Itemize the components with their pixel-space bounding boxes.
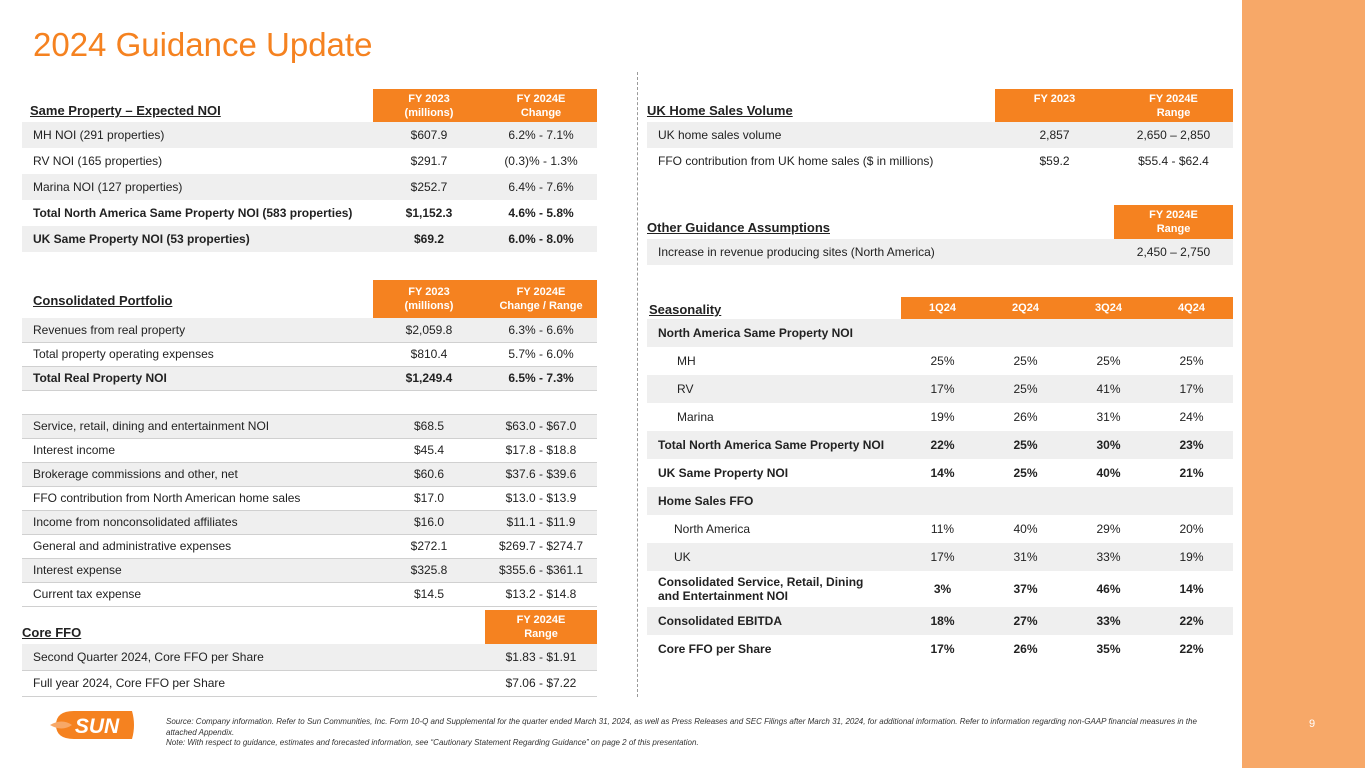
row-value: 17% [1150, 375, 1233, 403]
same-property-table [22, 89, 597, 252]
table-row [22, 558, 597, 582]
row-label: UK Same Property NOI (53 properties) [22, 226, 373, 252]
seasonality-col-3q24: 3Q24 [1067, 297, 1150, 319]
right-accent-band [1242, 0, 1365, 768]
row-value: $63.0 - $67.0 [485, 414, 597, 438]
table-row [22, 226, 597, 252]
core-ffo-title: Core FFO [22, 625, 82, 640]
table-row [647, 239, 1233, 265]
column-divider [637, 72, 638, 697]
row-label: UK [647, 543, 901, 571]
seasonality-col-4q24: 4Q24 [1150, 297, 1233, 319]
same-property-col-fy2023: FY 2023 (millions) [373, 89, 485, 122]
row-value [1150, 487, 1233, 515]
row-value: (0.3)% - 1.3% [485, 148, 597, 174]
row-value: $17.0 [373, 486, 485, 510]
same-property-title: Same Property – Expected NOI [30, 103, 221, 118]
row-value: 33% [1067, 607, 1150, 635]
row-label: UK Same Property NOI [647, 459, 901, 487]
row-value: 20% [1150, 515, 1233, 543]
row-value: 22% [901, 431, 984, 459]
row-value: $11.1 - $11.9 [485, 510, 597, 534]
other-guidance-title: Other Guidance Assumptions [647, 220, 830, 235]
row-label: FFO contribution from UK home sales ($ in millions) [647, 148, 995, 174]
header-spacer [373, 610, 485, 644]
table-spacer [22, 390, 597, 414]
row-value: $355.6 - $361.1 [485, 558, 597, 582]
uk-sales-title: UK Home Sales Volume [647, 103, 793, 118]
row-value: 14% [901, 459, 984, 487]
row-value: 35% [1067, 635, 1150, 663]
table-row [647, 515, 1233, 543]
table-row [22, 200, 597, 226]
table-row [22, 342, 597, 366]
row-label: Interest income [22, 438, 373, 462]
row-label: Total property operating expenses [22, 342, 373, 366]
row-value [984, 487, 1067, 515]
row-value: $17.8 - $18.8 [485, 438, 597, 462]
row-label: MH NOI (291 properties) [22, 122, 373, 148]
table-row [647, 607, 1233, 635]
row-value: 14% [1150, 571, 1233, 607]
row-label: North America Same Property NOI [647, 319, 901, 347]
row-value: $325.8 [373, 558, 485, 582]
row-label: Marina [647, 403, 901, 431]
row-value: 17% [901, 375, 984, 403]
row-value [901, 319, 984, 347]
row-value: $16.0 [373, 510, 485, 534]
row-value: $55.4 - $62.4 [1114, 148, 1233, 174]
table-row [647, 459, 1233, 487]
row-label: UK home sales volume [647, 122, 995, 148]
table-row [647, 431, 1233, 459]
row-value: $291.7 [373, 148, 485, 174]
table-row [22, 414, 597, 438]
row-value: 25% [1150, 347, 1233, 375]
row-value: $7.06 - $7.22 [485, 670, 597, 696]
row-label: MH [647, 347, 901, 375]
seasonality-table [647, 297, 1233, 663]
row-value: 25% [984, 347, 1067, 375]
row-label: Marina NOI (127 properties) [22, 174, 373, 200]
row-label: Second Quarter 2024, Core FFO per Share [22, 644, 373, 670]
seasonality-title: Seasonality [649, 302, 722, 317]
footer-source: Source: Company information. Refer to Sun Communities, Inc. Form 10-Q and Supplemental for the quarter ended March 31, 2024, as well as Press Releases and SEC Filings after March 31, 2024, for additional information. Refer to information regarding non-GAAP financial measures in the attached Appendix. [166, 717, 1197, 737]
row-value: $1.83 - $1.91 [485, 644, 597, 670]
row-label: RV NOI (165 properties) [22, 148, 373, 174]
row-value [1150, 319, 1233, 347]
row-value: 41% [1067, 375, 1150, 403]
table-row [647, 319, 1233, 347]
row-value: 46% [1067, 571, 1150, 607]
row-value: 11% [901, 515, 984, 543]
core-ffo-col-range: FY 2024E Range [485, 610, 597, 644]
row-label: Total North America Same Property NOI [647, 431, 901, 459]
core-ffo-table [22, 610, 597, 697]
row-value: 40% [1067, 459, 1150, 487]
row-value: $607.9 [373, 122, 485, 148]
row-label: Total North America Same Property NOI (583 properties) [22, 200, 373, 226]
footer-notes [166, 717, 1226, 749]
table-row [22, 582, 597, 606]
row-value: 37% [984, 571, 1067, 607]
row-value: 25% [1067, 347, 1150, 375]
row-value: 30% [1067, 431, 1150, 459]
row-value: $59.2 [995, 148, 1114, 174]
row-value: 24% [1150, 403, 1233, 431]
row-label: Total Real Property NOI [22, 366, 373, 390]
row-value: $69.2 [373, 226, 485, 252]
row-value: $60.6 [373, 462, 485, 486]
row-value: 29% [1067, 515, 1150, 543]
table-row [647, 635, 1233, 663]
table-row [22, 366, 597, 390]
row-value: 23% [1150, 431, 1233, 459]
other-guidance-col-range: FY 2024E Range [1114, 205, 1233, 239]
table-row [22, 438, 597, 462]
row-value [984, 319, 1067, 347]
row-value: 6.0% - 8.0% [485, 226, 597, 252]
row-value: 26% [984, 635, 1067, 663]
seasonality-col-2q24: 2Q24 [984, 297, 1067, 319]
page-number: 9 [1309, 718, 1316, 730]
page-title: 2024 Guidance Update [33, 26, 373, 63]
row-value: 22% [1150, 635, 1233, 663]
logo-text: SUN [74, 715, 120, 738]
table-row [22, 318, 597, 342]
row-value: $1,152.3 [373, 200, 485, 226]
table-row [647, 375, 1233, 403]
row-value: 25% [901, 347, 984, 375]
row-label: Consolidated Service, Retail, Dining and Entertainment NOI [647, 571, 901, 607]
row-label: Core FFO per Share [647, 635, 901, 663]
row-value: $272.1 [373, 534, 485, 558]
table-row [22, 510, 597, 534]
row-value: 2,450 – 2,750 [1114, 239, 1233, 265]
row-value: $1,249.4 [373, 366, 485, 390]
row-value: 4.6% - 5.8% [485, 200, 597, 226]
uk-sales-col-fy2023: FY 2023 [995, 89, 1114, 122]
row-value: 31% [984, 543, 1067, 571]
row-label: Current tax expense [22, 582, 373, 606]
row-value: 17% [901, 543, 984, 571]
same-property-col-fy2024e: FY 2024E Change [485, 89, 597, 122]
sun-logo [50, 708, 138, 742]
table-row [22, 670, 597, 696]
row-value: 6.2% - 7.1% [485, 122, 597, 148]
row-value: $13.0 - $13.9 [485, 486, 597, 510]
table-row [22, 174, 597, 200]
consolidated-col-fy2024e: FY 2024E Change / Range [485, 280, 597, 318]
table-row [22, 486, 597, 510]
table-row [647, 148, 1233, 174]
row-label: Income from nonconsolidated affiliates [22, 510, 373, 534]
row-label: Revenues from real property [22, 318, 373, 342]
footer-note: Note: With respect to guidance, estimates and forecasted information, see “Cautionary Statement Regarding Guidance” on page 2 of this presentation. [166, 738, 699, 747]
table-row [22, 462, 597, 486]
row-label: Brokerage commissions and other, net [22, 462, 373, 486]
row-value: $45.4 [373, 438, 485, 462]
table-row [647, 122, 1233, 148]
row-value: 25% [984, 431, 1067, 459]
row-value: 6.3% - 6.6% [485, 318, 597, 342]
table-row [647, 347, 1233, 375]
consolidated-portfolio-table [22, 280, 597, 607]
other-guidance-table [647, 205, 1233, 265]
row-value: 33% [1067, 543, 1150, 571]
table-row [22, 122, 597, 148]
row-value: 17% [901, 635, 984, 663]
row-value: $14.5 [373, 582, 485, 606]
table-row [22, 534, 597, 558]
row-value: 25% [984, 459, 1067, 487]
row-value [901, 487, 984, 515]
row-value [1067, 319, 1150, 347]
row-label: Full year 2024, Core FFO per Share [22, 670, 373, 696]
row-value: 5.7% - 6.0% [485, 342, 597, 366]
row-value: 31% [1067, 403, 1150, 431]
seasonality-col-1q24: 1Q24 [901, 297, 984, 319]
row-value: $810.4 [373, 342, 485, 366]
row-value: 22% [1150, 607, 1233, 635]
row-value: 6.4% - 7.6% [485, 174, 597, 200]
row-label: North America [647, 515, 901, 543]
row-value [1067, 487, 1150, 515]
table-row [22, 644, 597, 670]
row-value: $68.5 [373, 414, 485, 438]
row-value: $37.6 - $39.6 [485, 462, 597, 486]
row-label: RV [647, 375, 901, 403]
row-label: Consolidated EBITDA [647, 607, 901, 635]
row-value: 2,857 [995, 122, 1114, 148]
row-value: 25% [984, 375, 1067, 403]
row-label: Service, retail, dining and entertainment NOI [22, 414, 373, 438]
row-label: Interest expense [22, 558, 373, 582]
row-label: Increase in revenue producing sites (North America) [647, 239, 1114, 265]
table-row [647, 543, 1233, 571]
row-value: $13.2 - $14.8 [485, 582, 597, 606]
row-value: $269.7 - $274.7 [485, 534, 597, 558]
row-value: 2,650 – 2,850 [1114, 122, 1233, 148]
row-value: 18% [901, 607, 984, 635]
table-row [22, 148, 597, 174]
row-value: 6.5% - 7.3% [485, 366, 597, 390]
row-value: 26% [984, 403, 1067, 431]
row-value: 27% [984, 607, 1067, 635]
row-label: General and administrative expenses [22, 534, 373, 558]
row-value: $252.7 [373, 174, 485, 200]
row-value: $2,059.8 [373, 318, 485, 342]
uk-sales-col-fy2024e: FY 2024E Range [1114, 89, 1233, 122]
consolidated-col-fy2023: FY 2023 (millions) [373, 280, 485, 318]
row-value: 3% [901, 571, 984, 607]
table-row [647, 403, 1233, 431]
row-value: 19% [1150, 543, 1233, 571]
row-label: FFO contribution from North American home sales [22, 486, 373, 510]
row-value: 19% [901, 403, 984, 431]
row-value: 21% [1150, 459, 1233, 487]
row-value: 40% [984, 515, 1067, 543]
consolidated-title: Consolidated Portfolio [33, 293, 173, 308]
table-row [647, 571, 1233, 607]
table-row [647, 487, 1233, 515]
row-label: Home Sales FFO [647, 487, 901, 515]
uk-home-sales-table [647, 89, 1233, 174]
